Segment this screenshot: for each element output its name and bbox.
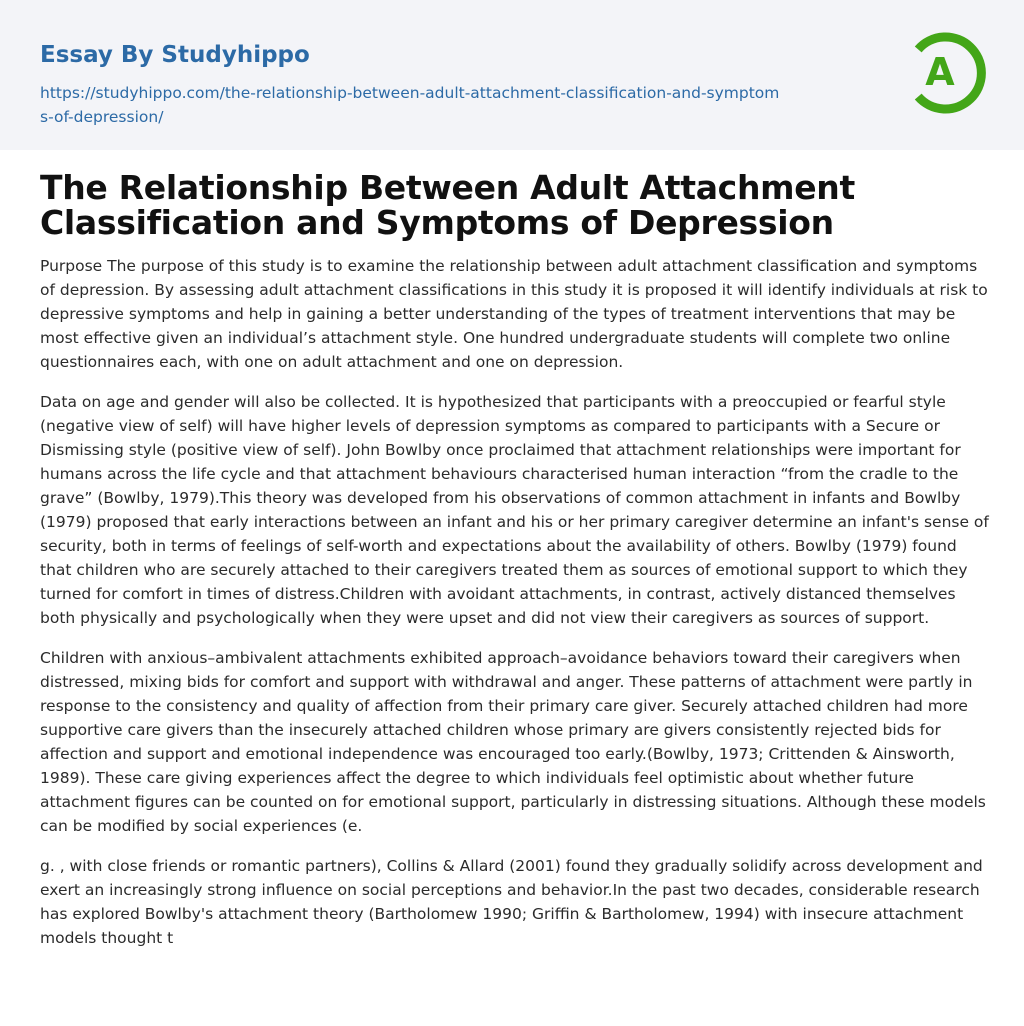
article [40,170,990,966]
logo-letter: A [925,50,955,94]
site-header [0,0,1024,150]
article-paragraph: Purpose The purpose of this study is to examine the relationship between adult attachment classification and symptoms of depression. By assessing adult attachment classifications in this study it is proposed it will identify individuals at risk to depressive symptoms and help in gaining a better understanding of the types of treatment interventions that may be most effective given an individual’s attachment style. One hundred undergraduate students will complete two online questionnaires each, with one on adult attachment and one on depression. [40,257,988,371]
article-paragraph: Data on age and gender will also be collected. It is hypothesized that participants with a preoccupied or fearful style (negative view of self) will have higher levels of depression symptoms as compared to participants with a Secure or Dismissing style (positive view of self). John Bowlby once proclaimed that attachment relationships were important for humans across the life cycle and that attachment behaviours characterised human interaction “from the cradle to the grave” (Bowlby, 1979).This theory was developed from his observations of common attachment in infants and Bowlby (1979) proposed that early interactions between an infant and his or her primary caregiver determine an infant's sense of security, both in terms of feelings of self-worth and expectations about the availability of others. Bowlby (1979) found that children who are securely attached to their caregivers treated them as sources of emotional support to which they turned for comfort in times of distress.Children with avoidant attachments, in contrast, actively distanced themselves both physically and psychologically when they were upset and did not view their caregivers as sources of support. [40,393,989,627]
article-paragraph: Children with anxious–ambivalent attachments exhibited approach–avoidance behaviors toward their caregivers when distressed, mixing bids for comfort and support with withdrawal and anger. These patterns of attachment were partly in response to the consistency and quality of affection from their primary care giver. Securely attached children had more supportive care givers than the insecurely attached children whose primary are givers consistently rejected bids for affection and support and emotional independence was encouraged too early.(Bowlby, 1973; Crittenden & Ainsworth, 1989). These care giving experiences affect the degree to which individuals feel optimistic about whether future attachment figures can be counted on for emotional support, particularly in distressing situations. Although these models can be modified by social experiences (e. [40,649,986,835]
article-paragraph: g. , with close friends or romantic partners), Collins & Allard (2001) found they gradually solidify across development and exert an increasingly strong influence on social perceptions and behavior.In the past two decades, considerable research has explored Bowlby's attachment theory (Bartholomew 1990; Griffin & Bartholomew, 1994) with insecure attachment models thought t [40,857,983,947]
article-title: The Relationship Between Adult Attachment Classification and Symptoms of Depression [40,168,855,242]
studyhippo-logo-icon[interactable] [908,28,988,118]
source-url-link[interactable]: https://studyhippo.com/the-relationship-between-adult-attachment-classification-and-symptoms-of-depression/ [40,84,780,126]
brand-title: Essay By Studyhippo [40,42,310,68]
